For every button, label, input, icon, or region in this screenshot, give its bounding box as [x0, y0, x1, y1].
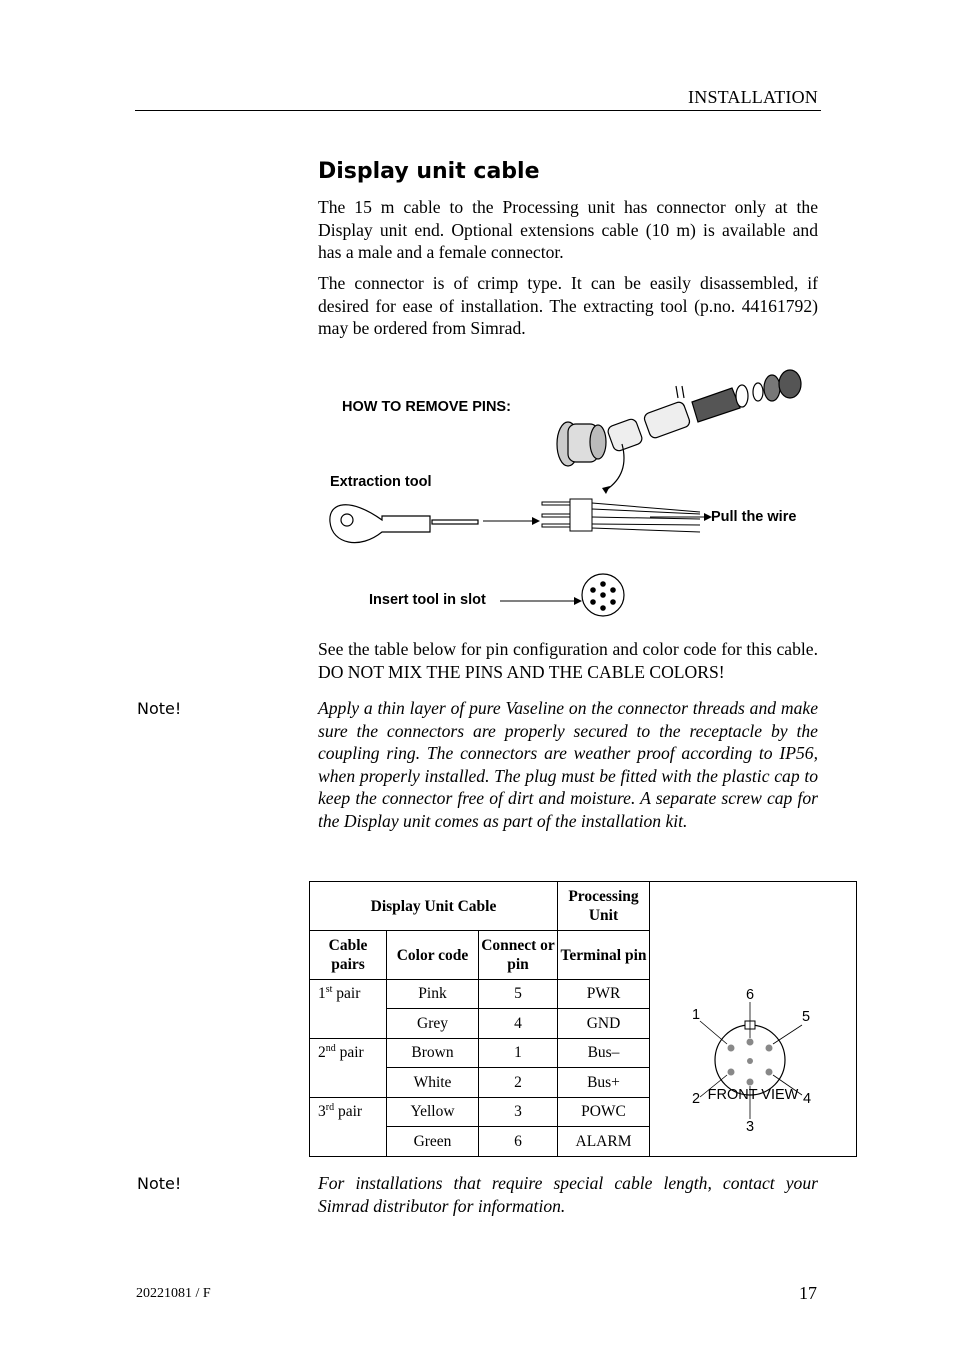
- pin-label: 2: [691, 1091, 701, 1107]
- pin-cell: 2: [479, 1068, 558, 1098]
- connector-exploded-icon: [557, 370, 801, 466]
- pin-label: 4: [802, 1091, 812, 1107]
- pin-label: 5: [801, 1009, 811, 1025]
- pin-cell: 4: [479, 1009, 558, 1039]
- terminal-cell: ALARM: [558, 1127, 650, 1157]
- column-header-cable-pairs: Cable pairs: [310, 931, 387, 980]
- figure-label-extraction-tool: Extraction tool: [330, 474, 432, 490]
- pin-housing-icon: [542, 499, 700, 532]
- connector-pinout-icon: [650, 937, 856, 1137]
- figure-label-how-to: HOW TO REMOVE PINS:: [342, 399, 511, 415]
- note-label: Note!: [137, 1174, 182, 1193]
- figure-label-insert-tool: Insert tool in slot: [369, 592, 486, 608]
- terminal-cell: Bus+: [558, 1068, 650, 1098]
- figure-label-pull-wire: Pull the wire: [711, 509, 797, 525]
- connector-slot-icon: [582, 574, 624, 616]
- terminal-cell: POWC: [558, 1098, 650, 1127]
- pin-removal-figure: [320, 362, 820, 632]
- document-number: 20221081 / F: [136, 1286, 211, 1301]
- terminal-cell: PWR: [558, 980, 650, 1009]
- color-cell: White: [387, 1068, 479, 1098]
- column-header-color-code: Color code: [387, 931, 479, 980]
- column-header-terminal-pin: Terminal pin: [558, 931, 650, 980]
- paragraph-crimp: The connector is of crimp type. It can be easily disassembled, if desired for ease of installation. The extracting tool (p.no. 44161792) may be ordered from Simrad.: [318, 273, 818, 338]
- pin-cell: 6: [479, 1127, 558, 1157]
- table-group-header-display: Display Unit Cable: [310, 882, 558, 931]
- column-header-connector-pin: Connect or pin: [479, 931, 558, 980]
- terminal-cell: GND: [558, 1009, 650, 1039]
- extraction-tool-icon: [330, 505, 478, 543]
- pin-cell: 1: [479, 1039, 558, 1068]
- page-number: 17: [799, 1283, 817, 1303]
- pair-cell: 1st pair: [310, 980, 387, 1039]
- color-cell: Yellow: [387, 1098, 479, 1127]
- pin-cell: 5: [479, 980, 558, 1009]
- paragraph-pin-config: See the table below for pin configuration and color code for this cable. DO NOT MIX THE PINS AND THE CABLE COLORS!: [318, 639, 818, 682]
- table-group-header-processing: Processing Unit: [558, 882, 650, 931]
- terminal-cell: Bus–: [558, 1039, 650, 1068]
- pin-configuration-table: [309, 881, 857, 1157]
- note-text-cable-length: For installations that require special cable length, contact your Simrad distributor for information.: [318, 1173, 818, 1216]
- pin-label: 6: [745, 987, 755, 1003]
- color-cell: Pink: [387, 980, 479, 1009]
- pair-cell: 3rd pair: [310, 1098, 387, 1157]
- color-cell: Green: [387, 1127, 479, 1157]
- pin-label: 1: [691, 1007, 701, 1023]
- header-section: INSTALLATION: [688, 87, 818, 107]
- pin-label: 3: [745, 1119, 755, 1135]
- pair-cell: 2nd pair: [310, 1039, 387, 1098]
- note-text-vaseline: Apply a thin layer of pure Vaseline on the connector threads and make sure the connectors are properly secured to the receptacle by the coupling ring. The connectors are weather proof according to IP56, when properly installed. The plug must be fitted with the plastic cap to keep the connector free of dirt and moisture. A separate screw cap for the Display unit comes as part of the installation kit.: [318, 698, 818, 831]
- pin-cell: 3: [479, 1098, 558, 1127]
- color-cell: Grey: [387, 1009, 479, 1039]
- connector-front-view: [650, 882, 857, 1157]
- note-label: Note!: [137, 699, 182, 718]
- front-view-caption: FRONT VIEW: [707, 1087, 799, 1103]
- color-cell: Brown: [387, 1039, 479, 1068]
- section-title: Display unit cable: [318, 159, 540, 184]
- page-header: [135, 86, 821, 111]
- paragraph-cable-intro: The 15 m cable to the Processing unit has connector only at the Display unit end. Optional extensions cable (10 m) is available and has a male and a female connector.: [318, 197, 818, 262]
